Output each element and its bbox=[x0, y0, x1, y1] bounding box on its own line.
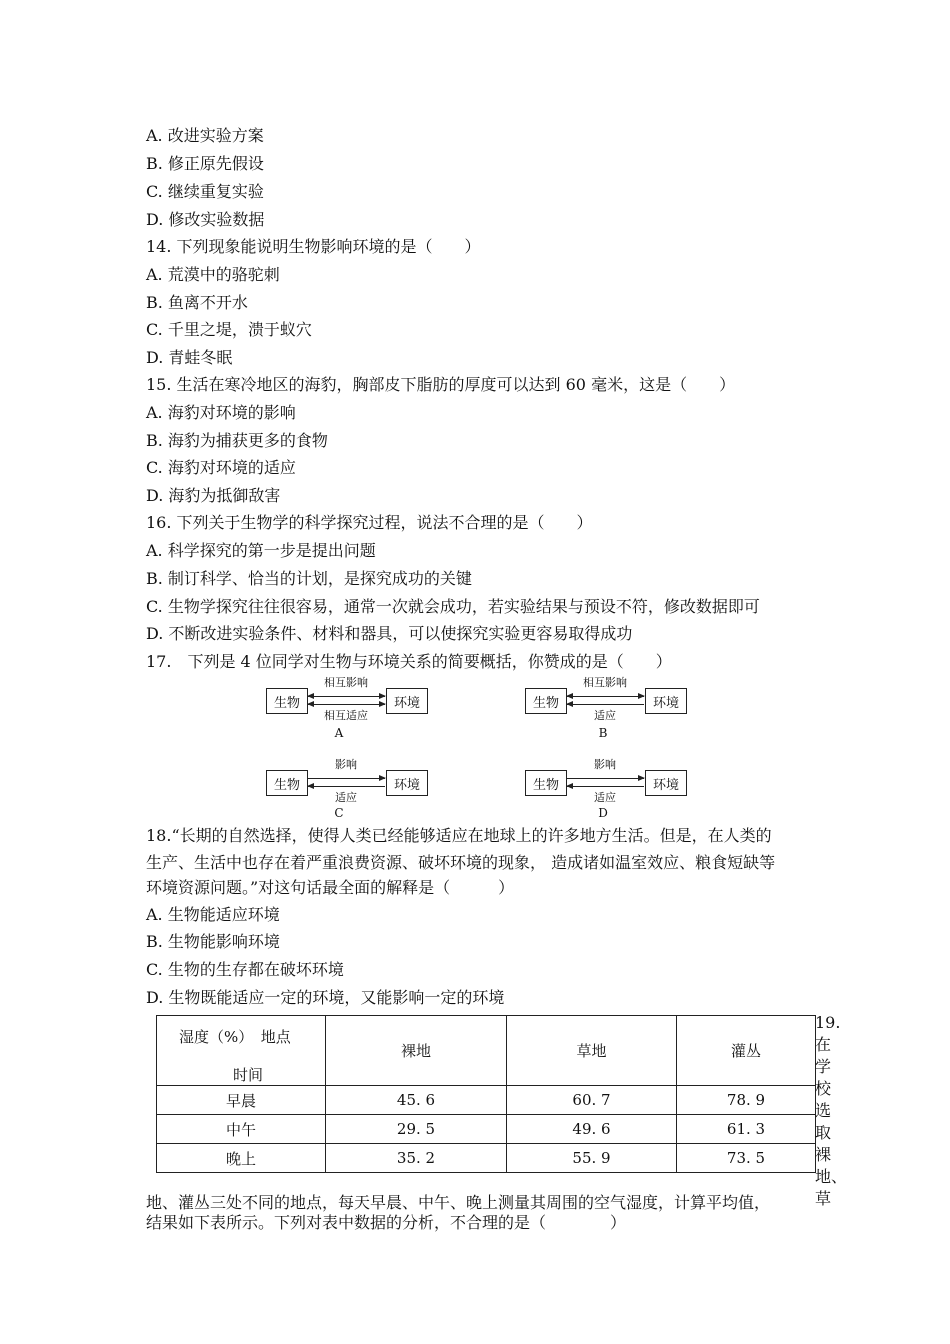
q14-option-c: C. 千里之堤，溃于蚁穴 bbox=[146, 320, 312, 339]
table-column-header: 草地 bbox=[507, 1016, 677, 1086]
diagram-a-top-label: 相互影响 bbox=[324, 676, 368, 689]
q18-option-a: A. 生物能适应环境 bbox=[146, 905, 280, 924]
diagram-c-bottom-arrow bbox=[308, 786, 385, 787]
q13-option-c: C. 继续重复实验 bbox=[146, 182, 264, 201]
table-cell: 35. 2 bbox=[326, 1144, 507, 1173]
q19-vertical-char: 选 bbox=[815, 1101, 832, 1120]
q19-vertical-char: 在 bbox=[815, 1035, 832, 1054]
diagram-c-left-label: 生物 bbox=[273, 777, 300, 793]
table-cell: 78. 9 bbox=[677, 1086, 816, 1115]
q19-vertical-char: 取 bbox=[815, 1123, 832, 1142]
q14-option-a: A. 荒漠中的骆驼刺 bbox=[146, 265, 280, 284]
q19-vertical-char: 19. bbox=[815, 1013, 841, 1032]
diagram-c-environment-box bbox=[386, 770, 428, 796]
table-cell: 45. 6 bbox=[326, 1086, 507, 1115]
diagram-b bbox=[525, 676, 695, 744]
q14-option-b: B. 鱼离不开水 bbox=[146, 293, 248, 312]
diagram-b-right-label: 环境 bbox=[652, 695, 679, 711]
q19-vertical-char: 学 bbox=[815, 1057, 832, 1076]
q19-vertical-char: 草 bbox=[815, 1189, 832, 1208]
table-cell: 29. 5 bbox=[326, 1115, 507, 1144]
diagram-a-environment-box bbox=[386, 688, 428, 714]
diagram-c-top-label: 影响 bbox=[335, 758, 357, 771]
diagram-d-left-label: 生物 bbox=[532, 777, 559, 793]
table-row bbox=[157, 1115, 816, 1144]
table-cell: 60. 7 bbox=[507, 1086, 677, 1115]
diagram-b-left-label: 生物 bbox=[532, 695, 559, 711]
diagram-d-environment-box bbox=[645, 770, 687, 796]
q16-option-a: A. 科学探究的第一步是提出问题 bbox=[146, 541, 376, 560]
q18-option-c: C. 生物的生存都在破坏环境 bbox=[146, 960, 344, 979]
table-row bbox=[157, 1086, 816, 1115]
q19-vertical-char: 地、 bbox=[815, 1167, 848, 1186]
diagram-a-left-label: 生物 bbox=[273, 695, 300, 711]
table-row-label: 中午 bbox=[157, 1115, 326, 1144]
diagram-d-top-label: 影响 bbox=[594, 758, 616, 771]
table-row-label: 早晨 bbox=[157, 1086, 326, 1115]
q19-stem-line-2: 结果如下表所示。下列对表中数据的分析，不合理的是（ ） bbox=[146, 1213, 627, 1232]
q18-stem-line-1: 18.“长期的自然选择，使得人类已经能够适应在地球上的许多地方生活。但是，在人类的 bbox=[146, 826, 772, 845]
diagram-c bbox=[266, 758, 436, 826]
table-cell: 61. 3 bbox=[677, 1115, 816, 1144]
table-row bbox=[157, 1144, 816, 1173]
diagram-d-top-arrow bbox=[567, 778, 644, 779]
q15-option-a: A. 海豹对环境的影响 bbox=[146, 403, 296, 422]
diagram-a-bottom-label: 相互适应 bbox=[324, 709, 368, 722]
humidity-table bbox=[156, 1015, 816, 1173]
q19-vertical-char: 校 bbox=[815, 1079, 832, 1098]
diagram-d-letter: D bbox=[598, 806, 608, 820]
q15-option-c: C. 海豹对环境的适应 bbox=[146, 458, 296, 477]
diagram-a bbox=[266, 676, 436, 744]
diagram-b-top-arrow bbox=[567, 696, 644, 697]
q16-option-d: D. 不断改进实验条件、材料和器具，可以使探究实验更容易取得成功 bbox=[146, 624, 633, 643]
diagram-a-letter: A bbox=[334, 726, 344, 740]
q17-stem: 17. 下列是 4 位同学对生物与环境关系的简要概括，你赞成的是（ ） bbox=[146, 652, 672, 671]
q18-option-d: D. 生物既能适应一定的环境，又能影响一定的环境 bbox=[146, 988, 505, 1007]
table-corner-header bbox=[157, 1016, 326, 1086]
diagram-c-right-label: 环境 bbox=[393, 777, 420, 793]
q18-stem-line-3: 环境资源问题。”对这句话最全面的解释是（ ） bbox=[146, 878, 515, 897]
q13-option-b: B. 修正原先假设 bbox=[146, 154, 264, 173]
table-row-label: 晚上 bbox=[157, 1144, 326, 1173]
q15-option-b: B. 海豹为捕获更多的食物 bbox=[146, 431, 328, 450]
diagram-c-bottom-label: 适应 bbox=[335, 791, 357, 804]
diagram-b-bottom-arrow bbox=[567, 704, 644, 705]
table-corner-top: 湿度（%） 地点 bbox=[179, 1028, 291, 1046]
q13-option-d: D. 修改实验数据 bbox=[146, 210, 265, 229]
table-cell: 55. 9 bbox=[507, 1144, 677, 1173]
q15-stem: 15. 生活在寒冷地区的海豹，胸部皮下脂肪的厚度可以达到 60 毫米，这是（ ） bbox=[146, 375, 736, 394]
q19-vertical-char: 裸 bbox=[815, 1145, 832, 1164]
q19-stem-line-1: 地、灌丛三处不同的地点，每天早晨、中午、晚上测量其周围的空气湿度，计算平均值， bbox=[146, 1193, 771, 1212]
q14-option-d: D. 青蛙冬眠 bbox=[146, 348, 233, 367]
q13-option-a: A. 改进实验方案 bbox=[146, 126, 264, 145]
table-cell: 73. 5 bbox=[677, 1144, 816, 1173]
q16-option-c: C. 生物学探究往往很容易，通常一次就会成功，若实验结果与预设不符，修改数据即可 bbox=[146, 597, 760, 616]
diagram-a-bottom-arrow bbox=[308, 704, 385, 705]
diagram-d-bottom-arrow bbox=[567, 786, 644, 787]
table-corner-bottom: 时间 bbox=[233, 1066, 264, 1084]
q15-option-d: D. 海豹为抵御敌害 bbox=[146, 486, 281, 505]
diagram-b-top-label: 相互影响 bbox=[583, 676, 627, 689]
diagram-c-letter: C bbox=[334, 806, 344, 820]
table-column-header: 裸地 bbox=[326, 1016, 507, 1086]
diagram-d-bottom-label: 适应 bbox=[594, 791, 616, 804]
diagram-c-top-arrow bbox=[308, 778, 385, 779]
diagram-a-right-label: 环境 bbox=[393, 695, 420, 711]
table-column-header: 灌丛 bbox=[677, 1016, 816, 1086]
diagram-b-letter: B bbox=[598, 726, 608, 740]
q14-stem: 14. 下列现象能说明生物影响环境的是（ ） bbox=[146, 237, 481, 256]
q18-option-b: B. 生物能影响环境 bbox=[146, 932, 280, 951]
diagram-a-top-arrow bbox=[308, 696, 385, 697]
diagram-d bbox=[525, 758, 695, 826]
diagram-b-environment-box bbox=[645, 688, 687, 714]
q18-stem-line-2: 生产、生活中也存在着严重浪费资源、破坏环境的现象， 造成诸如温室效应、粮食短缺等 bbox=[146, 853, 776, 872]
diagram-d-right-label: 环境 bbox=[652, 777, 679, 793]
q19-vertical-text bbox=[815, 1012, 848, 1210]
diagram-b-bottom-label: 适应 bbox=[594, 709, 616, 722]
q16-stem: 16. 下列关于生物学的科学探究过程，说法不合理的是（ ） bbox=[146, 513, 593, 532]
q16-option-b: B. 制订科学、恰当的计划，是探究成功的关键 bbox=[146, 569, 472, 588]
table-cell: 49. 6 bbox=[507, 1115, 677, 1144]
